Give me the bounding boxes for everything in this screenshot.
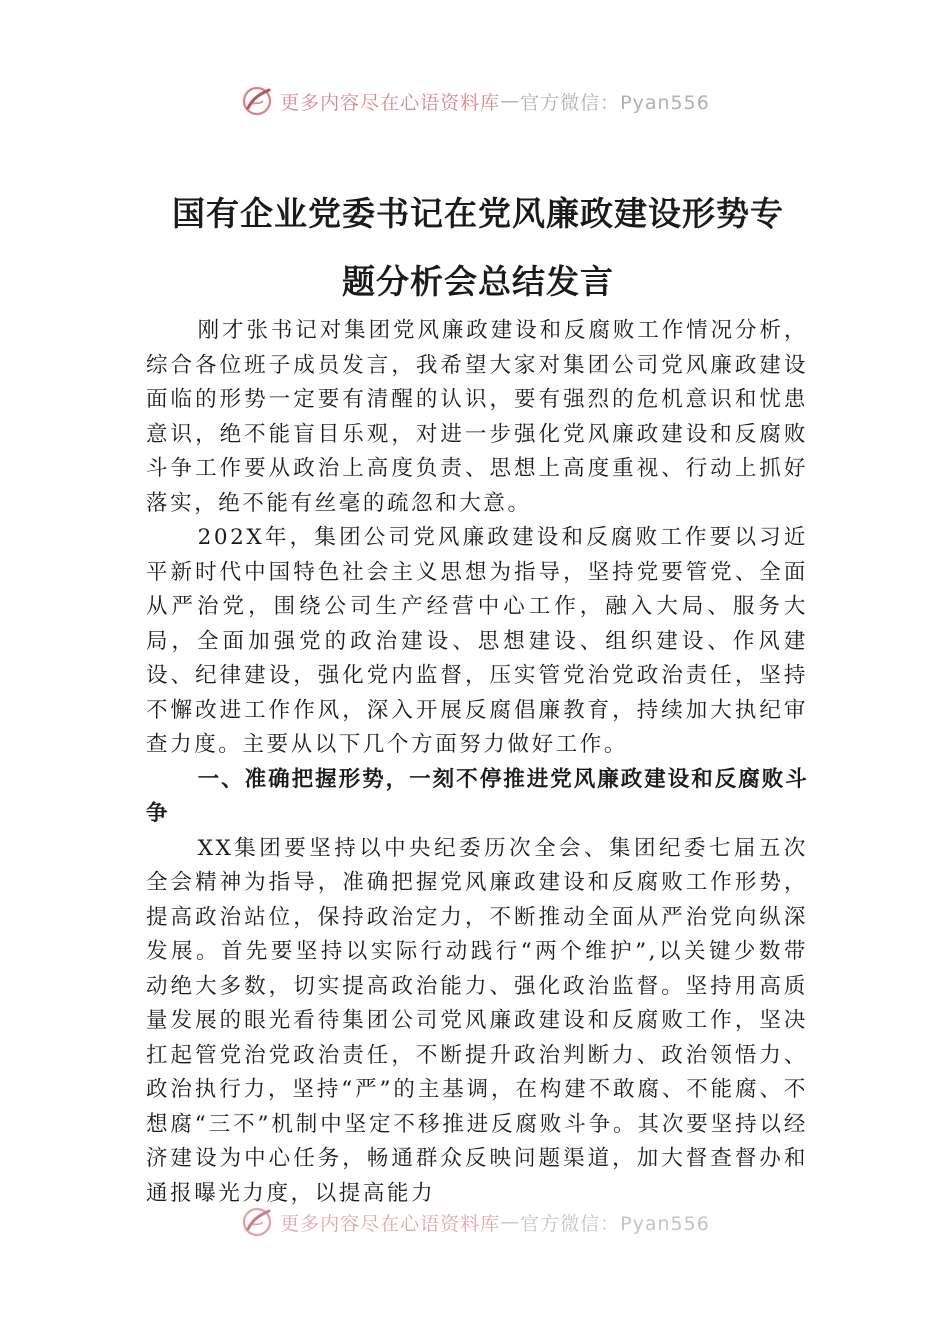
document-body [146,314,808,1214]
watermark-contact: 官方微信：Pyan556 [520,1212,710,1235]
document-title-line-2: 题分析会总结发言 [342,262,614,301]
paragraph-intro: 刚才张书记对集团党风廉政建设和反腐败工作情况分析，综合各位班子成员发言，我希望大家对集团公司党风廉政建设面临的形势一定要有清醒的认识，要有强烈的危机意识和忧患意识，绝不能盲目乐观，对进一步强化党风廉政建设和反腐败斗争工作要从政治上高度负责、思想上高度重视、行动上抓好落实，绝不能有丝毫的疏忽和大意。 [146,318,808,516]
watermark-separator: — [500,1211,521,1233]
brand-logo-icon [240,84,274,118]
section-heading-1: 一、准确把握形势，一刻不停推进党风廉政建设和反腐败斗争 [146,766,808,826]
watermark-contact: 官方微信：Pyan556 [520,91,710,114]
brand-logo-icon [240,1205,274,1239]
paragraph-annual-goal: 202X年，集团公司党风廉政建设和反腐败工作要以习近平新时代中国特色社会主义思想为指导，坚持党要管党、全面从严治党，围绕公司生产经营中心工作，融入大局、服务大局，全面加强党的政治建设、思想建设、组织建设、作风建设、纪律建设，强化党内监督，压实管党治党政治责任，坚持不懈改进工作作风，深入开展反腐倡廉教育，持续加大执纪审查力度。主要从以下几个方面努力做好工作。 [146,525,808,757]
watermark-header [0,84,950,118]
watermark-separator: — [500,90,521,112]
watermark-text: 更多内容尽在心语资料库 [280,1212,501,1235]
watermark-text: 更多内容尽在心语资料库 [280,91,501,114]
document-title-line-1: 国有企业党委书记在党风廉政建设形势专 [172,194,784,233]
watermark-footer [0,1205,950,1239]
paragraph-section-1: XX集团要坚持以中央纪委历次全会、集团纪委七届五次全会精神为指导，准确把握党风廉政建设和反腐败工作形势，提高政治站位，保持政治定力，不断推动全面从严治党向纵深发展。首先要坚持以实际行动践行“两个维护”,以关键少数带动绝大多数，切实提高政治能力、强化政治监督。坚持用高质量发展的眼光看待集团公司党风廉政建设和反腐败工作，坚决扛起管党治党政治责任，不断提升政治判断力、政治领悟力、政治执行力，坚持“严”的主基调，在构建不敢腐、不能腐、不想腐“三不”机制中坚定不移推进反腐败斗争。其次要坚持以经济建设为中心任务，畅通群众反映问题渠道，加大督查督办和通报曝光力度，以提高能力 [146,835,808,1206]
